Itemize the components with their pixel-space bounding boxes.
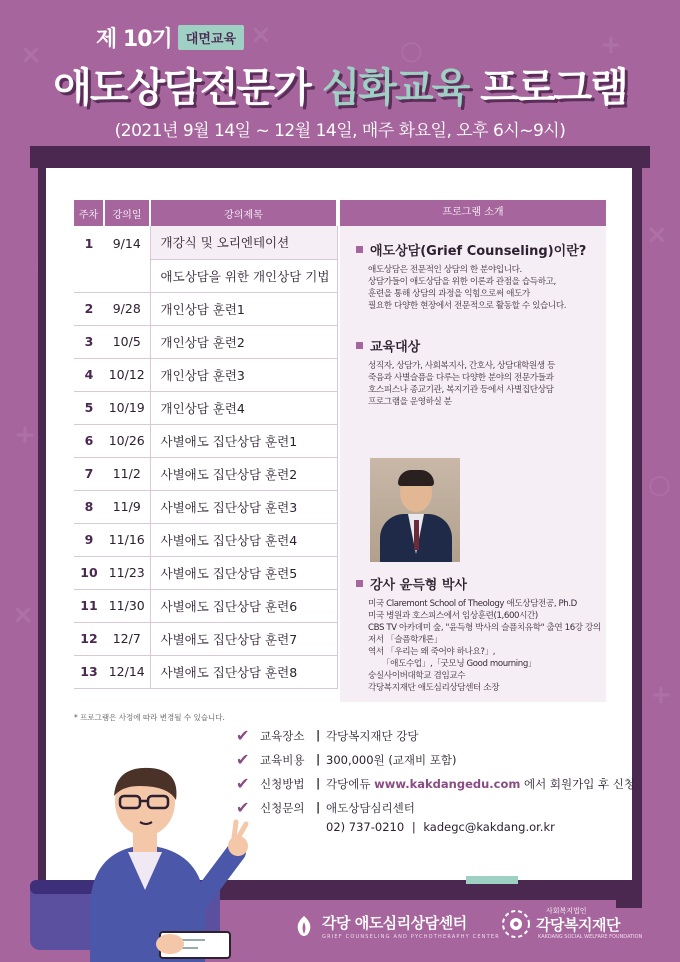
- title-end: 프로그램: [468, 65, 627, 111]
- column-header-week: 주차: [74, 200, 104, 226]
- table-header-row: [74, 200, 337, 226]
- lecture-title: 사별애도 집단상담 훈련1: [150, 424, 337, 457]
- format-badge: 대면교육: [178, 25, 244, 50]
- table-row: [74, 589, 337, 622]
- lecture-date: 11/23: [104, 556, 150, 589]
- lecture-title: 사별애도 집단상담 훈련6: [150, 589, 337, 622]
- lecture-title: 애도상담을 위한 개인상담 기법: [150, 259, 337, 292]
- separator: |: [316, 728, 321, 742]
- info-value: [326, 776, 635, 792]
- section-title-instructor: 강사 윤득형 박사: [356, 574, 467, 593]
- separator: |: [316, 776, 321, 790]
- contact-phone: 02) 737-0210: [326, 820, 405, 834]
- info-label: 신청방법: [260, 777, 305, 791]
- table-row: [74, 556, 337, 589]
- check-icon: ✔: [236, 774, 250, 793]
- week-number: 6: [74, 424, 104, 457]
- schedule-subtitle: (2021년 9월 14일 ~ 12월 14일, 매주 화요일, 오후 6시~9시): [114, 121, 566, 141]
- change-notice: * 프로그램은 사정에 따라 변경될 수 있습니다.: [74, 713, 225, 722]
- contact-email: kadegc@kakdang.or.kr: [423, 820, 555, 834]
- table-row: [74, 457, 337, 490]
- registration-link[interactable]: www.kakdangedu.com: [374, 777, 521, 791]
- info-value: 각당복지재단 강당: [326, 729, 419, 743]
- week-number: 2: [74, 292, 104, 325]
- lecture-title: 개인상담 훈련4: [150, 391, 337, 424]
- week-number: 9: [74, 523, 104, 556]
- generation-label: 제 10기: [96, 27, 172, 52]
- lecture-date: 9/14: [104, 226, 150, 292]
- counseling-center-logo-icon: [294, 914, 314, 938]
- program-intro-panel: [340, 226, 606, 702]
- lecture-date: 10/5: [104, 325, 150, 358]
- foundation-type: 사회복지법인: [546, 907, 587, 915]
- week-number: 1: [74, 226, 104, 292]
- title-main: 애도상담전문가: [53, 65, 322, 111]
- generation-row: [96, 22, 244, 53]
- lecture-date: 11/9: [104, 490, 150, 523]
- lecture-title: 개인상담 훈련1: [150, 292, 337, 325]
- foundation-english: KAKDANG SOCIAL WELFARE FOUNDATION: [538, 934, 643, 940]
- column-header-date: 강의일: [104, 200, 150, 226]
- week-number: 8: [74, 490, 104, 523]
- lecture-title: 개인상담 훈련2: [150, 325, 337, 358]
- info-label: 신청문의: [260, 801, 305, 815]
- check-icon: ✔: [236, 750, 250, 769]
- table-row: [74, 424, 337, 457]
- check-icon: ✔: [236, 726, 250, 745]
- board-frame-top: [30, 146, 650, 168]
- check-icon: ✔: [236, 798, 250, 817]
- lecture-title: 개인상담 훈련3: [150, 358, 337, 391]
- week-number: 7: [74, 457, 104, 490]
- week-number: 3: [74, 325, 104, 358]
- lecture-date: 10/12: [104, 358, 150, 391]
- table-row: [74, 622, 337, 655]
- lecture-date: 10/19: [104, 391, 150, 424]
- section-body-target: 성직자, 상담가, 사회복지사, 간호사, 상담대학원생 등 죽음과 사별슬픔을 다루는 다양한 분야의 전문가들과 호스피스나 종교기관, 복지기관 등에서 사별집단상담 프로그램을 운영하실 분: [368, 361, 555, 407]
- background-pattern: × + × + ○ × + ○ ×: [12, 20, 672, 710]
- lecture-date: 9/28: [104, 292, 150, 325]
- title-accent: 심화교육: [321, 65, 469, 111]
- header: [0, 0, 680, 150]
- lecture-title: 개강식 및 오리엔테이션: [150, 226, 337, 259]
- table-row: [74, 325, 337, 358]
- lecture-title: 사별애도 집단상담 훈련3: [150, 490, 337, 523]
- info-label: 교육장소: [260, 729, 305, 743]
- section-body-instructor: 미국 Claremont School of Theology 애도상담전공, Ph.D 미국 병원과 호스피스에서 임상훈련(1,600시간) CBS TV 아카데미 숲, "윤득형 박사의 슬픔치유학" 출연 16강 강의 저서 「슬픔학개론」 역서 「우리는 왜 죽어야 하나요?」, 「애도수업」,「굿모닝 Good mourning」 숭실사이버대학교 겸임교수 각당복지재단 애도심리상담센터 소장: [368, 599, 601, 693]
- week-number: 10: [74, 556, 104, 589]
- lecture-date: 11/16: [104, 523, 150, 556]
- week-number: 13: [74, 655, 104, 688]
- table-row: [74, 655, 337, 688]
- table-row: [74, 391, 337, 424]
- table-row: [74, 226, 337, 259]
- schedule-table: [74, 200, 338, 689]
- info-value: 애도상담심리센터: [326, 801, 415, 815]
- lecture-title: 사별애도 집단상담 훈련7: [150, 622, 337, 655]
- column-header-title: 강의제목: [150, 200, 337, 226]
- table-row: [74, 490, 337, 523]
- lecture-title: 사별애도 집단상담 훈련2: [150, 457, 337, 490]
- teacher-illustration: [0, 760, 280, 962]
- counseling-center-english: GRIEF COUNSELING AND PYCHOTHERAPHY CENTER: [322, 934, 500, 940]
- lecture-title: 사별애도 집단상담 훈련5: [150, 556, 337, 589]
- section-title-grief-counseling: 애도상담(Grief Counseling)이란?: [356, 240, 586, 259]
- foundation-logo-icon: [500, 908, 532, 940]
- lecture-date: 11/2: [104, 457, 150, 490]
- lecture-title: 사별애도 집단상담 훈련4: [150, 523, 337, 556]
- lecture-date: 10/26: [104, 424, 150, 457]
- table-row: [74, 523, 337, 556]
- section-body-grief-counseling: 애도상담은 전문적인 상담의 한 분야입니다. 상담가들이 애도상담을 위한 이론과 관점을 습득하고, 훈련을 통해 상담의 과정을 익힘으로써 애도가 필요한 다양한 현장에서 전문적으로 활동할 수 있습니다.: [368, 265, 567, 311]
- week-number: 4: [74, 358, 104, 391]
- separator: |: [411, 820, 416, 834]
- separator: |: [316, 800, 321, 814]
- apply-prefix: 각당에듀: [326, 777, 375, 791]
- counseling-center-name: 각당 애도심리상담센터: [322, 914, 467, 932]
- lecture-date: 11/30: [104, 589, 150, 622]
- apply-suffix: 에서 회원가입 후 신청: [520, 777, 635, 791]
- info-value: 300,000원 (교재비 포함): [326, 753, 457, 767]
- lecture-date: 12/14: [104, 655, 150, 688]
- separator: |: [316, 752, 321, 766]
- table-row: [74, 358, 337, 391]
- week-number: 11: [74, 589, 104, 622]
- week-number: 5: [74, 391, 104, 424]
- lecture-date: 12/7: [104, 622, 150, 655]
- foundation-name: 각당복지재단: [536, 916, 620, 934]
- table-row: [74, 292, 337, 325]
- info-label: 교육비용: [260, 753, 305, 767]
- program-intro-header: 프로그램 소개: [340, 200, 606, 226]
- info-contact-details: [326, 820, 555, 834]
- lecture-title: 사별애도 집단상담 훈련8: [150, 655, 337, 688]
- section-title-target: 교육대상: [356, 336, 420, 355]
- chalk-tray: [466, 876, 518, 884]
- instructor-photo: [370, 458, 460, 562]
- page-title: [0, 56, 680, 113]
- week-number: 12: [74, 622, 104, 655]
